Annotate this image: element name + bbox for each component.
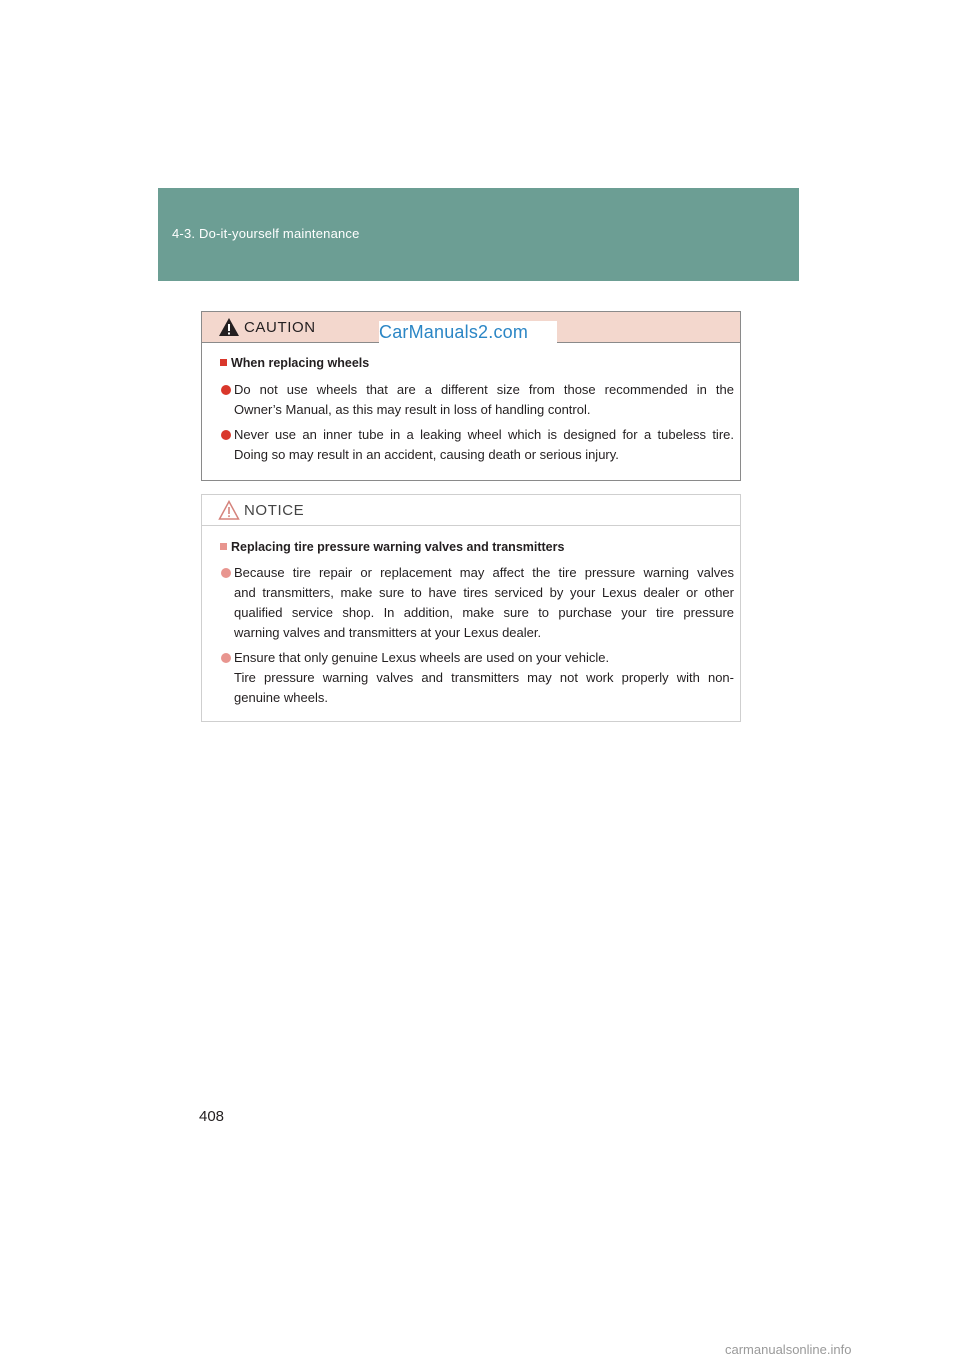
notice-label: NOTICE <box>244 502 305 519</box>
list-item <box>220 425 734 465</box>
round-bullet-icon <box>221 430 231 440</box>
bullet-line: and transmitters, make sure to have tires serviced by your Lexus dealer or other <box>234 585 734 600</box>
bullet-line: Do not use wheels that are a different size from those recommended in the <box>234 382 734 397</box>
bullet-line: Never use an inner tube in a leaking wheel which is designed for a tubeless tire. <box>234 427 734 442</box>
footer-watermark: carmanualsonline.info <box>725 1342 852 1357</box>
round-bullet-icon <box>221 568 231 578</box>
watermark-link[interactable]: CarManuals2.com <box>379 321 557 343</box>
list-item <box>220 380 734 420</box>
round-bullet-icon <box>221 653 231 663</box>
notice-section-title <box>220 540 564 554</box>
notice-box <box>201 494 741 722</box>
bullet-line: qualified service shop. In addition, make sure to purchase your tire pressure <box>234 605 734 620</box>
caution-label: CAUTION <box>244 319 316 336</box>
square-bullet-icon <box>220 359 227 366</box>
caution-section-text: When replacing wheels <box>231 356 370 370</box>
bullet-line: Ensure that only genuine Lexus wheels are used on your vehicle. <box>234 650 610 665</box>
warning-triangle-icon <box>218 317 240 337</box>
notice-header <box>202 495 740 526</box>
square-bullet-icon <box>220 543 227 550</box>
bullet-line: Because tire repair or replacement may affect the tire pressure warning valves <box>234 565 734 580</box>
list-item <box>220 648 734 708</box>
warning-triangle-icon <box>218 500 240 520</box>
notice-bullet-list <box>220 563 734 713</box>
chapter-header <box>158 188 799 281</box>
round-bullet-icon <box>221 385 231 395</box>
bullet-line: genuine wheels. <box>234 690 328 705</box>
list-item <box>220 563 734 643</box>
bullet-line: Tire pressure warning valves and transmitters may not work properly with non- <box>234 670 734 685</box>
bullet-line: warning valves and transmitters at your Lexus dealer. <box>234 625 542 640</box>
chapter-title: 4-3. Do-it-yourself maintenance <box>172 226 360 241</box>
bullet-line: Owner’s Manual, as this may result in loss of handling control. <box>234 402 591 417</box>
page-number: 408 <box>199 1108 225 1125</box>
caution-box <box>201 311 741 481</box>
caution-bullet-list <box>220 380 734 470</box>
notice-section-text: Replacing tire pressure warning valves and transmitters <box>231 540 565 554</box>
bullet-line: Doing so may result in an accident, causing death or serious injury. <box>234 447 619 462</box>
caution-section-title <box>220 356 369 370</box>
